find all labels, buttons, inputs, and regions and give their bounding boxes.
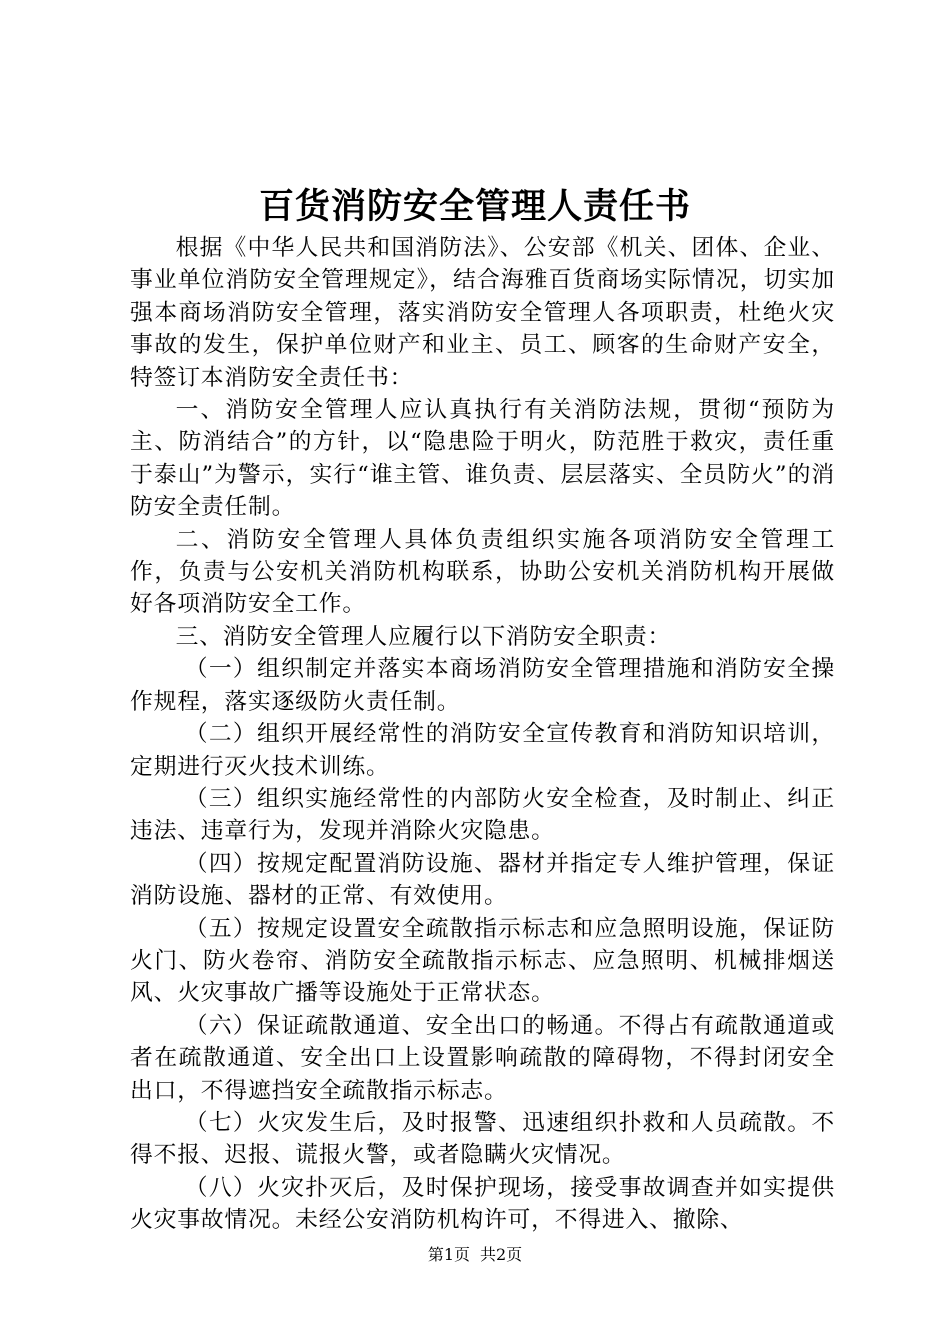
page-number: 第1页 (427, 1245, 470, 1264)
duty-3-paragraph: （三）组织实施经常性的内部防火安全检查，及时制止、纠正违法、违章行为，发现并消除火灾隐患。 (130, 785, 835, 845)
duty-7-paragraph: （七）火灾发生后，及时报警、迅速组织扑救和人员疏散。不得不报、迟报、谎报火警，或者隐瞒火灾情况。 (130, 1109, 835, 1169)
duty-4-paragraph: （四）按规定配置消防设施、器材并指定专人维护管理，保证消防设施、器材的正常、有效使用。 (130, 850, 835, 910)
clause-2-paragraph: 二、消防安全管理人具体负责组织实施各项消防安全管理工作，负责与公安机关消防机构联系，协助公安机关消防机构开展做好各项消防安全工作。 (130, 526, 835, 618)
clause-3-paragraph: 三、消防安全管理人应履行以下消防安全职责： (175, 623, 672, 650)
duty-2-paragraph: （二）组织开展经常性的消防安全宣传教育和消防知识培训，定期进行灭火技术训练。 (130, 721, 835, 780)
clause-1-paragraph: 一、消防安全管理人应认真执行有关消防法规，贯彻“预防为主、防消结合”的方针，以“隐患险于明火，防范胜于救灾，责任重于泰山”为警示，实行“谁主管、谁负责、层层落实、全员防火”的消防安全责任制。 (130, 397, 835, 521)
duty-1-paragraph: （一）组织制定并落实本商场消防安全管理措施和消防安全操作规程，落实逐级防火责任制。 (130, 656, 835, 715)
duty-8-paragraph: （八）火灾扑灭后，及时保护现场，接受事故调查并如实提供火灾事故情况。未经公安消防机构许可，不得进入、撤除、 (130, 1174, 835, 1234)
duty-5-paragraph: （五）按规定设置安全疏散指示标志和应急照明设施，保证防火门、防火卷帘、消防安全疏散指示标志、应急照明、机械排烟送风、火灾事故广播等设施处于正常状态。 (130, 915, 835, 1007)
document-title: 百货消防安全管理人责任书 (258, 186, 691, 227)
intro-paragraph: 根据《中华人民共和国消防法》、公安部《机关、团体、企业、事业单位消防安全管理规定》，结合海雅百货商场实际情况，切实加强本商场消防安全管理，落实消防安全管理人各项职责，杜绝火灾事故的发生，保护单位财产和业主、员工、顾客的生命财产安全，特签订本消防安全责任书： (130, 235, 835, 391)
page-total: 共2页 (480, 1245, 523, 1264)
document-body (130, 232, 835, 1237)
duty-6-paragraph: （六）保证疏散通道、安全出口的畅通。不得占有疏散通道或者在疏散通道、安全出口上设置影响疏散的障碍物，不得封闭安全出口，不得遮挡安全疏散指示标志。 (130, 1012, 835, 1104)
page-footer (0, 1244, 950, 1266)
